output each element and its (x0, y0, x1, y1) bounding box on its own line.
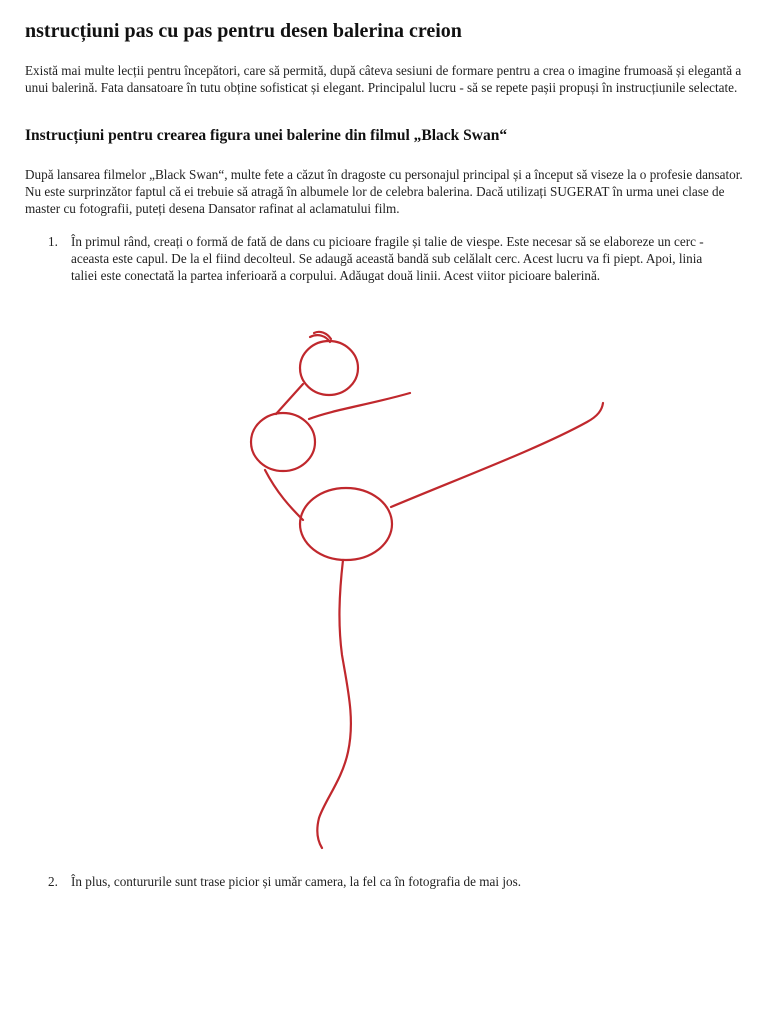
step-number: 1. (48, 234, 58, 249)
head-circle (300, 341, 358, 395)
neck-line (309, 393, 410, 419)
chest-circle (251, 413, 315, 471)
raised-leg-line (391, 403, 603, 507)
waist-line (265, 470, 303, 520)
step-item-2 (48, 873, 728, 893)
step-text: În plus, contururile sunt trase picior și umăr camera, la fel ca în fotografia de mai jos. (71, 874, 522, 889)
intro-paragraph: Există mai multe lecții pentru începători, care să permită, după câteva sesiuni de formare pentru a crea o imagine frumoasă și elegantă a unui balerină. Fata dansatoare în tutu obține sofisticat și elegant. Principalul lucru - să se repete pașii propuși în instrucțiunile selectate. (25, 63, 742, 95)
neck-line (276, 384, 303, 414)
page-title: nstrucțiuni pas cu pas pentru desen balerina creion (25, 20, 462, 42)
section-paragraph: După lansarea filmelor „Black Swan“, multe fete a căzut în dragoste cu personajul principal și a început să viseze la o profesie dansator. Nu este surprinzător faptul că ei trebuie să atragă în albumele lor de celebra balerina. Dacă utilizați SUGERAT în urma unei clase de master cu fotografii, puteți desena Dansator rafinat al aclamatului film. (25, 167, 743, 216)
section-heading: Instrucțiuni pentru crearea figura unei balerine din filmul „Black Swan“ (25, 127, 508, 144)
step-text: În primul rând, creați o formă de fată de dans cu picioare fragile și talie de viespe. Este necesar să se elaboreze un cerc - aceasta este capul. De la el fiind decolteul. Se adaugă această bandă sub celălalt cerc. Acest lucru va fi piept. Apoi, linia taliei este conectată la partea inferioară a corpului. Adăugat două linii. Acest viitor picioare balerină. (71, 234, 704, 283)
step-number: 2. (48, 874, 58, 889)
standing-leg-line (317, 560, 351, 848)
pelvis-circle (300, 488, 392, 560)
